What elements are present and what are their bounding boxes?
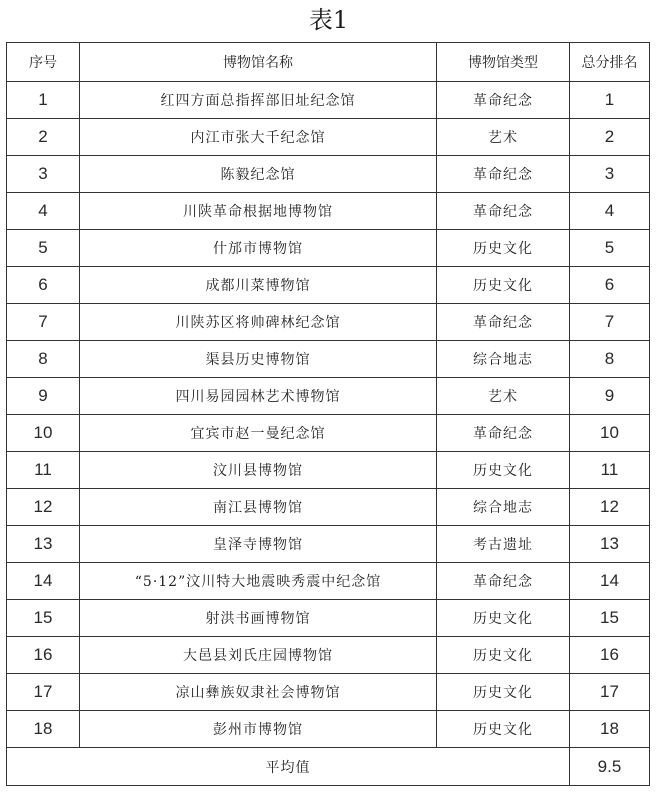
row-museum-name: 陈毅纪念馆 <box>80 156 437 193</box>
table-row <box>7 82 650 119</box>
table-row <box>7 563 650 600</box>
row-index: 16 <box>7 637 80 674</box>
table-row <box>7 156 650 193</box>
row-rank: 16 <box>570 637 650 674</box>
table-row <box>7 489 650 526</box>
header-museum-type: 博物馆类型 <box>437 43 570 82</box>
row-museum-type: 革命纪念 <box>437 304 570 341</box>
row-index: 8 <box>7 341 80 378</box>
row-index: 9 <box>7 378 80 415</box>
row-index: 4 <box>7 193 80 230</box>
row-museum-type: 历史文化 <box>437 674 570 711</box>
table-row <box>7 119 650 156</box>
average-value: 9.5 <box>570 748 650 786</box>
row-museum-name: 四川易园园林艺术博物馆 <box>80 378 437 415</box>
row-museum-type: 艺术 <box>437 378 570 415</box>
row-museum-name: 什邡市博物馆 <box>80 230 437 267</box>
row-museum-name: 射洪书画博物馆 <box>80 600 437 637</box>
row-index: 12 <box>7 489 80 526</box>
table-header-row <box>7 43 650 82</box>
row-index: 14 <box>7 563 80 600</box>
header-museum-name: 博物馆名称 <box>80 43 437 82</box>
row-museum-type: 革命纪念 <box>437 415 570 452</box>
table-row <box>7 267 650 304</box>
row-index: 7 <box>7 304 80 341</box>
row-museum-type: 艺术 <box>437 119 570 156</box>
row-rank: 18 <box>570 711 650 748</box>
row-rank: 6 <box>570 267 650 304</box>
row-index: 18 <box>7 711 80 748</box>
row-museum-type: 历史文化 <box>437 600 570 637</box>
row-rank: 4 <box>570 193 650 230</box>
table-row <box>7 230 650 267</box>
row-museum-type: 历史文化 <box>437 452 570 489</box>
row-museum-type: 革命纪念 <box>437 563 570 600</box>
row-museum-name: 川陕革命根据地博物馆 <box>80 193 437 230</box>
table-row <box>7 452 650 489</box>
table-row <box>7 193 650 230</box>
table-row <box>7 526 650 563</box>
row-museum-type: 考古遗址 <box>437 526 570 563</box>
row-museum-type: 革命纪念 <box>437 156 570 193</box>
row-rank: 10 <box>570 415 650 452</box>
row-museum-name: 内江市张大千纪念馆 <box>80 119 437 156</box>
row-rank: 17 <box>570 674 650 711</box>
row-index: 5 <box>7 230 80 267</box>
row-museum-name: 大邑县刘氏庄园博物馆 <box>80 637 437 674</box>
row-museum-type: 历史文化 <box>437 230 570 267</box>
table-row <box>7 378 650 415</box>
table-row <box>7 674 650 711</box>
row-museum-name: “5·12”汶川特大地震映秀震中纪念馆 <box>80 563 437 600</box>
row-museum-type: 革命纪念 <box>437 193 570 230</box>
table-row <box>7 637 650 674</box>
header-total-rank: 总分排名 <box>570 43 650 82</box>
table-row <box>7 341 650 378</box>
table-row <box>7 711 650 748</box>
table-row <box>7 415 650 452</box>
row-museum-name: 凉山彝族奴隶社会博物馆 <box>80 674 437 711</box>
row-museum-name: 川陕苏区将帅碑林纪念馆 <box>80 304 437 341</box>
museum-ranking-table <box>6 42 650 786</box>
row-museum-name: 红四方面总指挥部旧址纪念馆 <box>80 82 437 119</box>
row-rank: 7 <box>570 304 650 341</box>
row-museum-type: 综合地志 <box>437 489 570 526</box>
row-rank: 15 <box>570 600 650 637</box>
row-museum-type: 革命纪念 <box>437 82 570 119</box>
row-rank: 1 <box>570 82 650 119</box>
row-rank: 5 <box>570 230 650 267</box>
row-museum-name: 宜宾市赵一曼纪念馆 <box>80 415 437 452</box>
row-museum-type: 综合地志 <box>437 341 570 378</box>
row-museum-type: 历史文化 <box>437 267 570 304</box>
row-index: 10 <box>7 415 80 452</box>
row-index: 13 <box>7 526 80 563</box>
row-museum-name: 成都川菜博物馆 <box>80 267 437 304</box>
row-museum-name: 皇泽寺博物馆 <box>80 526 437 563</box>
table-row <box>7 304 650 341</box>
table-row <box>7 600 650 637</box>
row-museum-name: 彭州市博物馆 <box>80 711 437 748</box>
row-museum-name: 南江县博物馆 <box>80 489 437 526</box>
row-museum-type: 历史文化 <box>437 637 570 674</box>
row-rank: 14 <box>570 563 650 600</box>
average-label: 平均值 <box>7 748 570 786</box>
row-museum-name: 汶川县博物馆 <box>80 452 437 489</box>
row-rank: 2 <box>570 119 650 156</box>
row-rank: 9 <box>570 378 650 415</box>
row-index: 6 <box>7 267 80 304</box>
average-row <box>7 748 650 786</box>
row-index: 15 <box>7 600 80 637</box>
row-museum-name: 渠县历史博物馆 <box>80 341 437 378</box>
row-rank: 3 <box>570 156 650 193</box>
row-rank: 11 <box>570 452 650 489</box>
header-index: 序号 <box>7 43 80 82</box>
row-rank: 12 <box>570 489 650 526</box>
row-rank: 13 <box>570 526 650 563</box>
row-index: 11 <box>7 452 80 489</box>
row-index: 17 <box>7 674 80 711</box>
row-index: 2 <box>7 119 80 156</box>
row-rank: 8 <box>570 341 650 378</box>
row-index: 3 <box>7 156 80 193</box>
row-index: 1 <box>7 82 80 119</box>
table-title: 表1 <box>308 6 349 34</box>
row-museum-type: 历史文化 <box>437 711 570 748</box>
